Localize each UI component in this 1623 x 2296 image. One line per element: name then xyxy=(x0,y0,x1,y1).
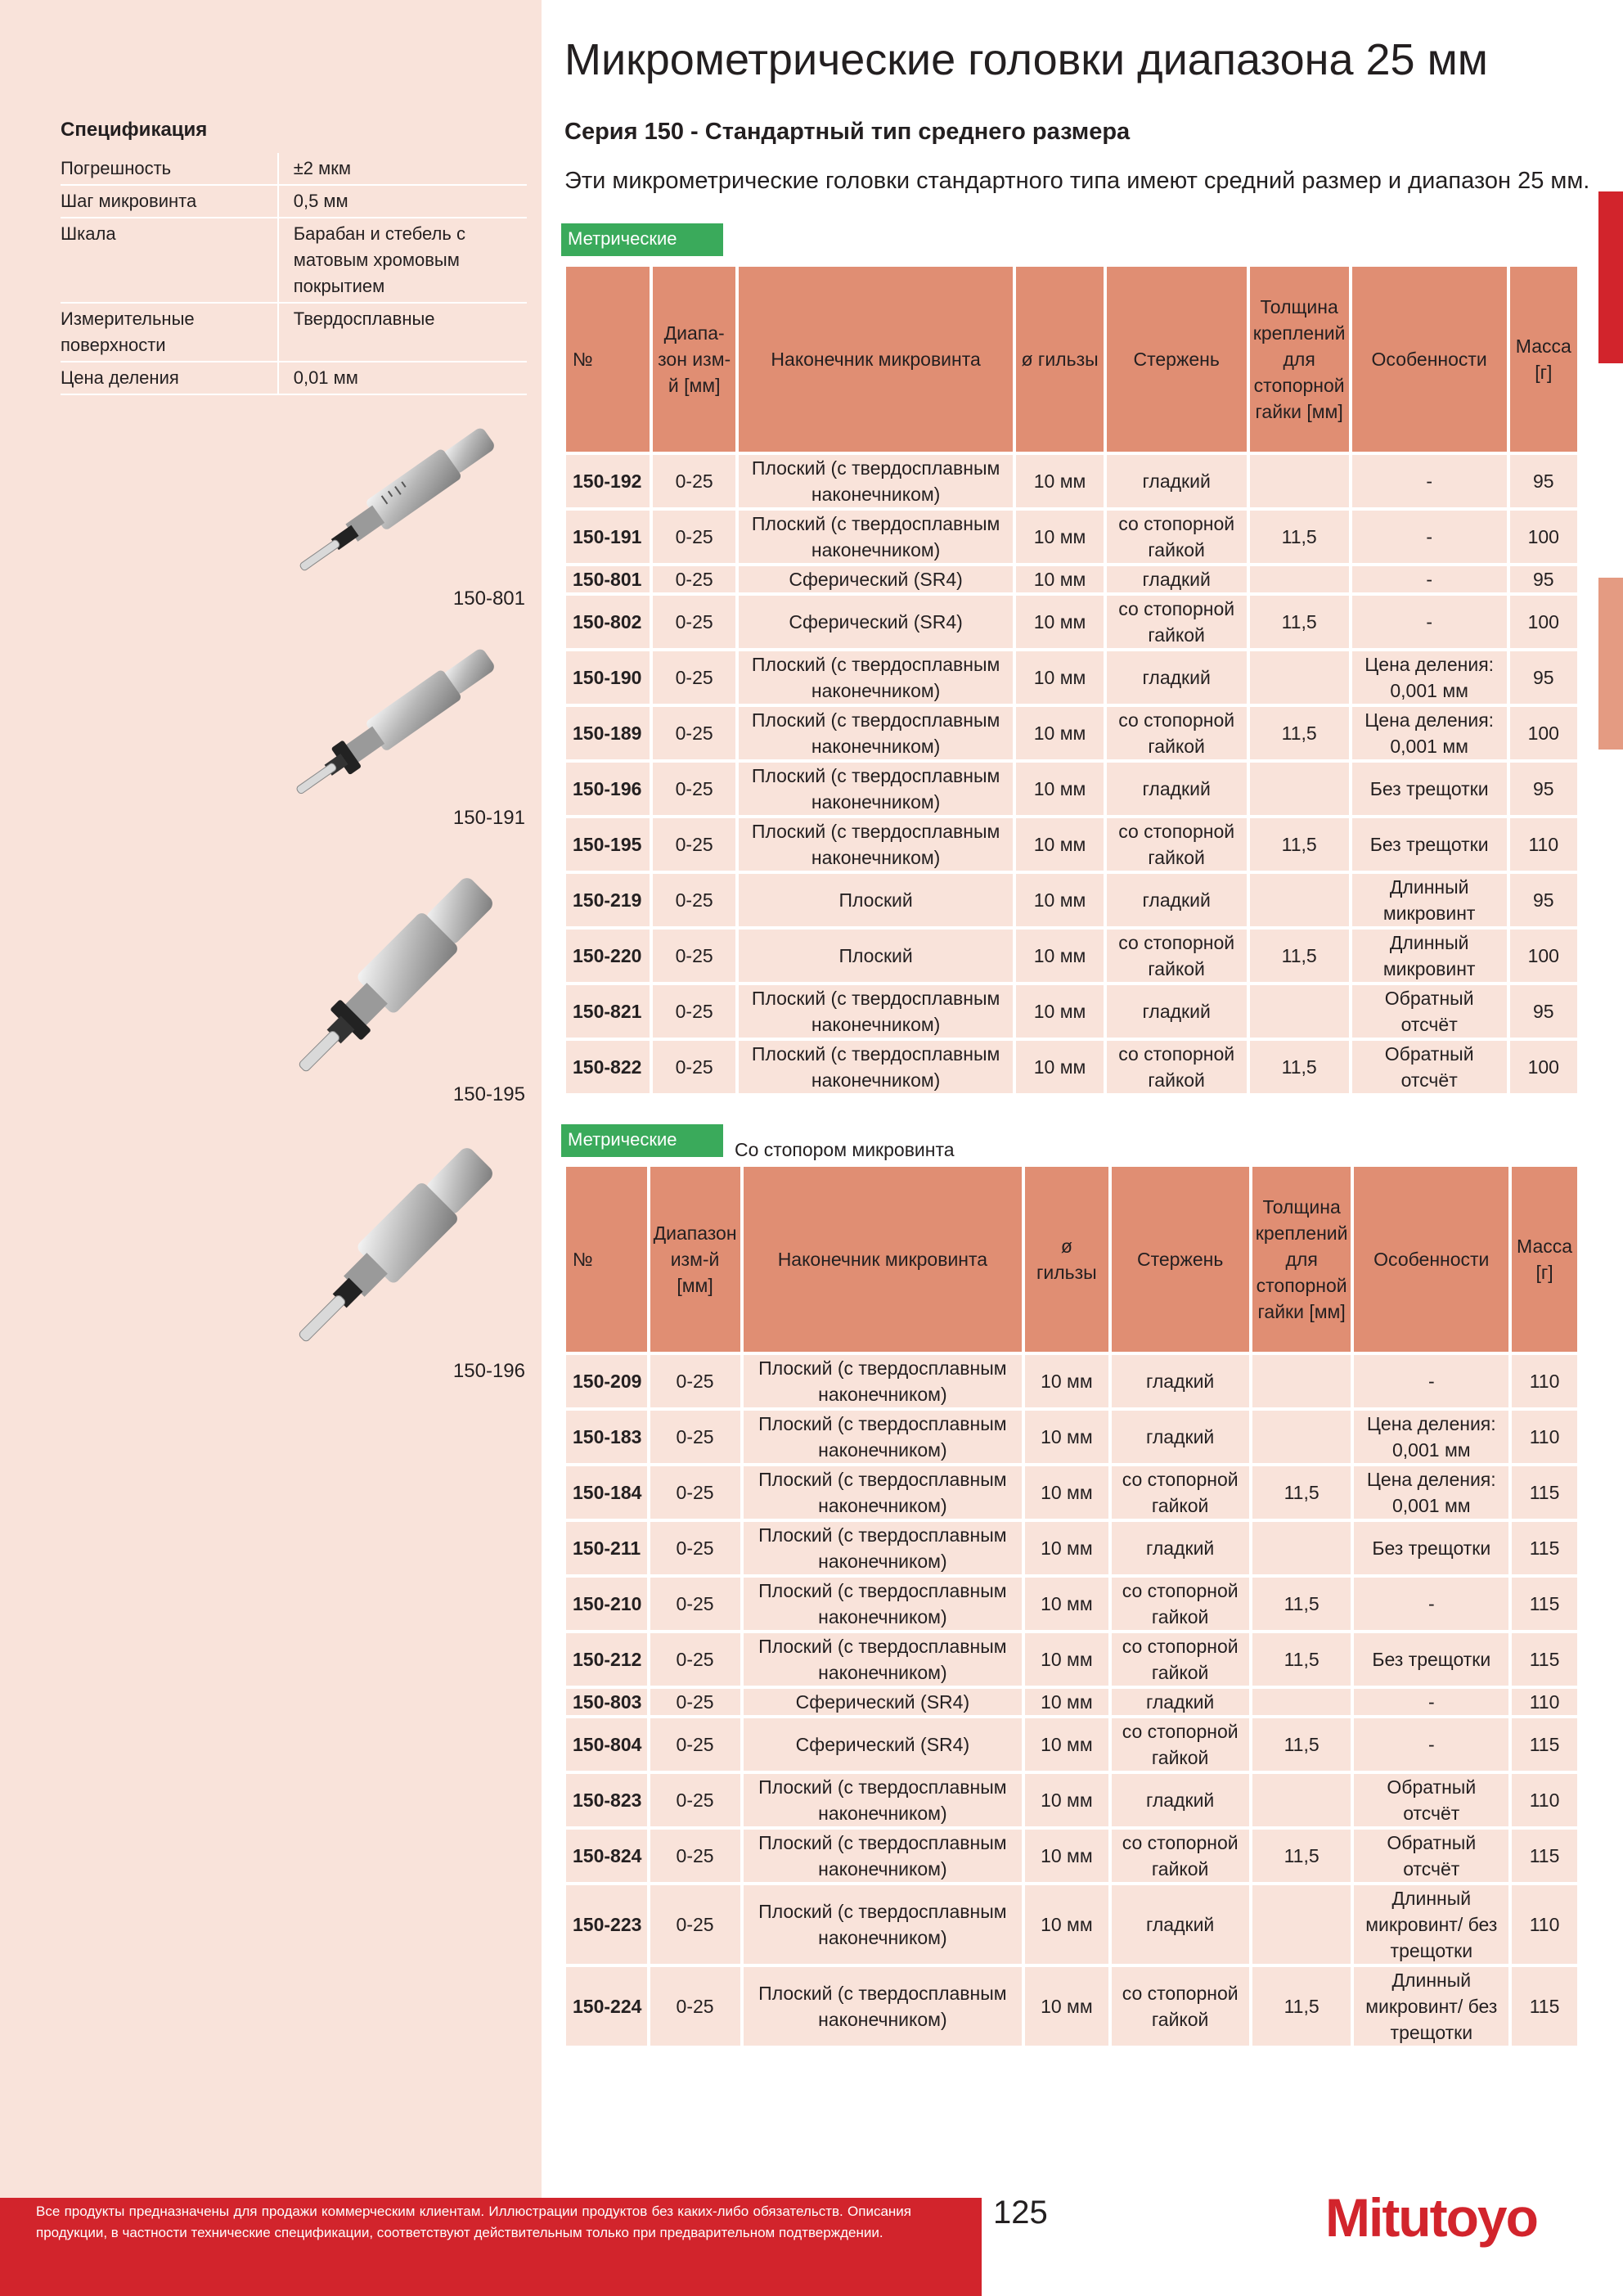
table-row xyxy=(566,1774,1577,1826)
cell-features: Обратный отсчёт xyxy=(1352,985,1507,1038)
cell-code: 150-802 xyxy=(566,596,650,648)
cell-mass: 95 xyxy=(1510,874,1577,926)
header-num: № xyxy=(566,1167,647,1352)
header-row xyxy=(566,267,1577,452)
product-label: 150-801 xyxy=(452,588,525,610)
cell-mass: 110 xyxy=(1512,1689,1577,1715)
cell-mass: 115 xyxy=(1512,1466,1577,1519)
table-row xyxy=(566,1041,1577,1093)
cell-tip: Плоский xyxy=(739,874,1013,926)
cell-code: 150-195 xyxy=(566,818,650,871)
cell-sleeve: 10 мм xyxy=(1025,1578,1108,1630)
cell-range: 0-25 xyxy=(650,1885,740,1964)
header-range: Диапа-зон изм-й [мм] xyxy=(653,267,735,452)
cell-tip: Плоский (с твердосплавным наконечником) xyxy=(744,1578,1023,1630)
table-row xyxy=(566,707,1577,759)
cell-mass: 100 xyxy=(1510,930,1577,982)
cell-code: 150-224 xyxy=(566,1967,647,2046)
cell-stem: со стопорной гайкой xyxy=(1112,1830,1249,1882)
cell-range: 0-25 xyxy=(650,1774,740,1826)
table-row xyxy=(566,763,1577,815)
cell-stem: гладкий xyxy=(1112,1885,1249,1964)
cell-code: 150-189 xyxy=(566,707,650,759)
cell-sleeve: 10 мм xyxy=(1025,1689,1108,1715)
product-label: 150-195 xyxy=(452,1083,525,1105)
cell-tip: Плоский (с твердосплавным наконечником) xyxy=(744,1466,1023,1519)
spec-key: Шаг микровинта xyxy=(61,185,278,218)
cell-thickness xyxy=(1250,651,1349,704)
cell-code: 150-824 xyxy=(566,1830,647,1882)
cell-code: 150-803 xyxy=(566,1689,647,1715)
cell-features: - xyxy=(1354,1689,1508,1715)
cell-features: Без трещотки xyxy=(1352,818,1507,871)
cell-range: 0-25 xyxy=(650,1578,740,1630)
spec-value: 0,01 мм xyxy=(278,362,527,394)
cell-code: 150-219 xyxy=(566,874,650,926)
intro-text: Эти микрометрические головки стандартного типа имеют средний размер и диапазон 25 мм. xyxy=(564,168,1590,194)
cell-features: Обратный отсчёт xyxy=(1354,1774,1508,1826)
cell-code: 150-822 xyxy=(566,1041,650,1093)
header-features: Особенности xyxy=(1354,1167,1508,1352)
micrometer-head-image xyxy=(294,393,532,589)
cell-tip: Плоский (с твердосплавным наконечником) xyxy=(739,1041,1013,1093)
section-marker-red xyxy=(1598,191,1623,363)
cell-sleeve: 10 мм xyxy=(1016,985,1103,1038)
cell-thickness xyxy=(1252,1411,1351,1463)
cell-thickness xyxy=(1250,874,1349,926)
cell-stem: гладкий xyxy=(1107,763,1247,815)
spec-key: Цена деления xyxy=(61,362,278,394)
header-row xyxy=(566,1167,1577,1352)
cell-thickness: 11,5 xyxy=(1252,1830,1351,1882)
cell-tip: Плоский (с твердосплавным наконечником) xyxy=(739,707,1013,759)
table-row xyxy=(566,1466,1577,1519)
cell-thickness xyxy=(1250,455,1349,507)
header-range: Диапазон изм-й [мм] xyxy=(650,1167,740,1352)
cell-stem: со стопорной гайкой xyxy=(1112,1466,1249,1519)
spec-row xyxy=(61,303,527,362)
cell-stem: гладкий xyxy=(1112,1355,1249,1407)
cell-features: Длинный микровинт xyxy=(1352,874,1507,926)
cell-sleeve: 10 мм xyxy=(1016,566,1103,592)
cell-range: 0-25 xyxy=(650,1522,740,1574)
cell-range: 0-25 xyxy=(653,455,735,507)
cell-mass: 95 xyxy=(1510,455,1577,507)
cell-stem: со стопорной гайкой xyxy=(1107,930,1247,982)
table-row xyxy=(566,596,1577,648)
cell-range: 0-25 xyxy=(650,1633,740,1686)
cell-code: 150-183 xyxy=(566,1411,647,1463)
cell-mass: 95 xyxy=(1510,566,1577,592)
spec-key: Измерительные поверхности xyxy=(61,303,278,362)
cell-thickness: 11,5 xyxy=(1250,1041,1349,1093)
cell-code: 150-220 xyxy=(566,930,650,982)
spec-row xyxy=(61,362,527,394)
cell-sleeve: 10 мм xyxy=(1025,1522,1108,1574)
cell-code: 150-192 xyxy=(566,455,650,507)
cell-thickness: 11,5 xyxy=(1252,1967,1351,2046)
metric-tag: Метрические xyxy=(561,223,723,256)
cell-stem: гладкий xyxy=(1112,1522,1249,1574)
spec-row xyxy=(61,153,527,185)
cell-features: Обратный отсчёт xyxy=(1354,1830,1508,1882)
cell-range: 0-25 xyxy=(653,763,735,815)
cell-features: Длинный микровинт xyxy=(1352,930,1507,982)
footer-disclaimer: Все продукты предназначены для продажи коммерческим клиентам. Иллюстрации продуктов без каких-либо обязательств. Описания продукции, в частности технические спецификации, соответствуют действительным только при предварительном подтверждении. xyxy=(36,2204,911,2240)
cell-code: 150-211 xyxy=(566,1522,647,1574)
cell-tip: Плоский (с твердосплавным наконечником) xyxy=(739,455,1013,507)
cell-code: 150-184 xyxy=(566,1466,647,1519)
header-mass: Масса [г] xyxy=(1512,1167,1577,1352)
table-row xyxy=(566,1718,1577,1771)
cell-code: 150-196 xyxy=(566,763,650,815)
cell-stem: со стопорной гайкой xyxy=(1112,1633,1249,1686)
table-row xyxy=(566,874,1577,926)
cell-code: 150-801 xyxy=(566,566,650,592)
header-features: Особенности xyxy=(1352,267,1507,452)
cell-features: - xyxy=(1352,596,1507,648)
cell-thickness xyxy=(1250,566,1349,592)
cell-mass: 115 xyxy=(1512,1830,1577,1882)
cell-features: Цена деления: 0,001 мм xyxy=(1352,707,1507,759)
spec-table xyxy=(61,153,527,395)
cell-thickness xyxy=(1252,1522,1351,1574)
cell-sleeve: 10 мм xyxy=(1016,930,1103,982)
cell-tip: Сферический (SR4) xyxy=(744,1718,1023,1771)
cell-tip: Сферический (SR4) xyxy=(739,596,1013,648)
cell-sleeve: 10 мм xyxy=(1025,1411,1108,1463)
cell-sleeve: 10 мм xyxy=(1025,1774,1108,1826)
cell-tip: Плоский (с твердосплавным наконечником) xyxy=(744,1355,1023,1407)
cell-features: Цена деления: 0,001 мм xyxy=(1352,651,1507,704)
micrometer-head-image xyxy=(294,622,532,810)
header-thickness: Толщина креплений для стопорной гайки [мм] xyxy=(1250,267,1349,452)
spec-value: Барабан и стебель с матовым хромовым покрытием xyxy=(278,218,527,303)
cell-tip: Сферический (SR4) xyxy=(739,566,1013,592)
table-row xyxy=(566,1967,1577,2046)
cell-tip: Плоский (с твердосплавным наконечником) xyxy=(744,1885,1023,1964)
cell-features: Длинный микровинт/ без трещотки xyxy=(1354,1967,1508,2046)
cell-thickness: 11,5 xyxy=(1252,1466,1351,1519)
table-row xyxy=(566,818,1577,871)
header-stem: Стержень xyxy=(1112,1167,1249,1352)
cell-sleeve: 10 мм xyxy=(1016,818,1103,871)
header-sleeve: ø гильзы xyxy=(1025,1167,1108,1352)
cell-features: Цена деления: 0,001 мм xyxy=(1354,1411,1508,1463)
cell-features: - xyxy=(1352,511,1507,563)
cell-features: - xyxy=(1354,1355,1508,1407)
cell-sleeve: 10 мм xyxy=(1016,707,1103,759)
table-row xyxy=(566,985,1577,1038)
cell-mass: 95 xyxy=(1510,985,1577,1038)
cell-features: Без трещотки xyxy=(1352,763,1507,815)
cell-code: 150-212 xyxy=(566,1633,647,1686)
cell-code: 150-210 xyxy=(566,1578,647,1630)
cell-code: 150-804 xyxy=(566,1718,647,1771)
cell-tip: Плоский xyxy=(739,930,1013,982)
cell-mass: 110 xyxy=(1510,818,1577,871)
cell-features: - xyxy=(1352,455,1507,507)
spec-key: Шкала xyxy=(61,218,278,303)
cell-thickness: 11,5 xyxy=(1250,596,1349,648)
cell-stem: со стопорной гайкой xyxy=(1107,707,1247,759)
cell-tip: Сферический (SR4) xyxy=(744,1689,1023,1715)
cell-features: - xyxy=(1352,566,1507,592)
cell-code: 150-190 xyxy=(566,651,650,704)
table-row xyxy=(566,1689,1577,1715)
table-row xyxy=(566,1411,1577,1463)
cell-mass: 110 xyxy=(1512,1411,1577,1463)
cell-tip: Плоский (с твердосплавным наконечником) xyxy=(739,985,1013,1038)
cell-stem: гладкий xyxy=(1107,566,1247,592)
cell-stem: гладкий xyxy=(1112,1411,1249,1463)
table-row xyxy=(566,1522,1577,1574)
cell-features: Цена деления: 0,001 мм xyxy=(1354,1466,1508,1519)
spec-value: Твердосплавные xyxy=(278,303,527,362)
spec-value: ±2 мкм xyxy=(278,153,527,185)
header-tip: Наконечник микровинта xyxy=(739,267,1013,452)
cell-thickness xyxy=(1252,1774,1351,1826)
cell-tip: Плоский (с твердосплавным наконечником) xyxy=(739,511,1013,563)
cell-sleeve: 10 мм xyxy=(1016,651,1103,704)
cell-features: Без трещотки xyxy=(1354,1522,1508,1574)
cell-tip: Плоский (с твердосплавным наконечником) xyxy=(739,651,1013,704)
cell-sleeve: 10 мм xyxy=(1025,1633,1108,1686)
cell-stem: гладкий xyxy=(1112,1774,1249,1826)
cell-range: 0-25 xyxy=(653,874,735,926)
table-row xyxy=(566,1633,1577,1686)
cell-thickness: 11,5 xyxy=(1250,707,1349,759)
cell-stem: со стопорной гайкой xyxy=(1112,1578,1249,1630)
cell-range: 0-25 xyxy=(650,1355,740,1407)
cell-stem: гладкий xyxy=(1107,651,1247,704)
cell-sleeve: 10 мм xyxy=(1025,1718,1108,1771)
cell-sleeve: 10 мм xyxy=(1025,1830,1108,1882)
metric-tag: Метрические xyxy=(561,1124,723,1157)
table-row xyxy=(566,1885,1577,1964)
spec-table-spindle-lock xyxy=(563,1164,1580,2049)
cell-features: - xyxy=(1354,1718,1508,1771)
cell-mass: 100 xyxy=(1510,511,1577,563)
table-note: Со стопором микровинта xyxy=(735,1139,955,1160)
cell-mass: 100 xyxy=(1510,1041,1577,1093)
cell-mass: 100 xyxy=(1510,596,1577,648)
cell-mass: 95 xyxy=(1510,651,1577,704)
subtitle: Серия 150 - Стандартный тип среднего размера xyxy=(564,119,1131,145)
spec-key: Погрешность xyxy=(61,153,278,185)
cell-thickness: 11,5 xyxy=(1252,1633,1351,1686)
page-number: 125 xyxy=(993,2195,1048,2231)
cell-sleeve: 10 мм xyxy=(1016,596,1103,648)
cell-features: Без трещотки xyxy=(1354,1633,1508,1686)
cell-range: 0-25 xyxy=(653,707,735,759)
cell-code: 150-223 xyxy=(566,1885,647,1964)
spec-table-standard xyxy=(563,263,1580,1096)
cell-features: - xyxy=(1354,1578,1508,1630)
table-row xyxy=(566,1578,1577,1630)
cell-range: 0-25 xyxy=(653,818,735,871)
cell-range: 0-25 xyxy=(653,596,735,648)
cell-stem: гладкий xyxy=(1107,985,1247,1038)
cell-sleeve: 10 мм xyxy=(1016,1041,1103,1093)
cell-sleeve: 10 мм xyxy=(1016,763,1103,815)
cell-sleeve: 10 мм xyxy=(1016,874,1103,926)
cell-mass: 95 xyxy=(1510,763,1577,815)
cell-thickness xyxy=(1250,985,1349,1038)
cell-features: Длинный микровинт/ без трещотки xyxy=(1354,1885,1508,1964)
cell-stem: со стопорной гайкой xyxy=(1107,596,1247,648)
cell-range: 0-25 xyxy=(650,1689,740,1715)
header-tip: Наконечник микровинта xyxy=(744,1167,1023,1352)
cell-thickness: 11,5 xyxy=(1250,818,1349,871)
cell-range: 0-25 xyxy=(650,1718,740,1771)
cell-thickness: 11,5 xyxy=(1252,1718,1351,1771)
table-row xyxy=(566,651,1577,704)
cell-thickness xyxy=(1252,1689,1351,1715)
cell-mass: 100 xyxy=(1510,707,1577,759)
cell-tip: Плоский (с твердосплавным наконечником) xyxy=(744,1633,1023,1686)
cell-stem: со стопорной гайкой xyxy=(1107,511,1247,563)
cell-stem: со стопорной гайкой xyxy=(1107,1041,1247,1093)
mitutoyo-logo: Mitutoyo xyxy=(1325,2187,1537,2248)
cell-thickness xyxy=(1252,1355,1351,1407)
cell-tip: Плоский (с твердосплавным наконечником) xyxy=(739,763,1013,815)
cell-mass: 115 xyxy=(1512,1522,1577,1574)
cell-range: 0-25 xyxy=(653,566,735,592)
header-thickness: Толщина креплений для стопорной гайки [мм] xyxy=(1252,1167,1351,1352)
cell-mass: 115 xyxy=(1512,1967,1577,2046)
table-row xyxy=(566,566,1577,592)
cell-thickness xyxy=(1250,763,1349,815)
cell-features: Обратный отсчёт xyxy=(1352,1041,1507,1093)
cell-sleeve: 10 мм xyxy=(1025,1967,1108,2046)
cell-mass: 110 xyxy=(1512,1885,1577,1964)
cell-sleeve: 10 мм xyxy=(1016,455,1103,507)
header-sleeve: ø гильзы xyxy=(1016,267,1103,452)
table-row xyxy=(566,1830,1577,1882)
spec-row xyxy=(61,185,527,218)
cell-range: 0-25 xyxy=(653,511,735,563)
section-marker-pink xyxy=(1598,578,1623,750)
cell-thickness: 11,5 xyxy=(1252,1578,1351,1630)
cell-range: 0-25 xyxy=(653,1041,735,1093)
cell-tip: Плоский (с твердосплавным наконечником) xyxy=(744,1522,1023,1574)
header-mass: Масса [г] xyxy=(1510,267,1577,452)
table-row xyxy=(566,455,1577,507)
cell-stem: со стопорной гайкой xyxy=(1107,818,1247,871)
cell-code: 150-209 xyxy=(566,1355,647,1407)
cell-mass: 115 xyxy=(1512,1633,1577,1686)
spec-title: Спецификация xyxy=(61,119,208,141)
cell-tip: Плоский (с твердосплавным наконечником) xyxy=(744,1830,1023,1882)
specification xyxy=(61,119,527,395)
cell-code: 150-191 xyxy=(566,511,650,563)
cell-mass: 115 xyxy=(1512,1578,1577,1630)
cell-thickness xyxy=(1252,1885,1351,1964)
cell-tip: Плоский (с твердосплавным наконечником) xyxy=(744,1411,1023,1463)
micrometer-head-image xyxy=(286,843,532,1080)
cell-stem: со стопорной гайкой xyxy=(1112,1718,1249,1771)
spec-row xyxy=(61,218,527,303)
cell-thickness: 11,5 xyxy=(1250,511,1349,563)
cell-code: 150-823 xyxy=(566,1774,647,1826)
header-num: № xyxy=(566,267,650,452)
cell-stem: гладкий xyxy=(1107,455,1247,507)
cell-tip: Плоский (с твердосплавным наконечником) xyxy=(744,1774,1023,1826)
header-stem: Стержень xyxy=(1107,267,1247,452)
table-row xyxy=(566,930,1577,982)
cell-range: 0-25 xyxy=(650,1466,740,1519)
cell-range: 0-25 xyxy=(653,651,735,704)
cell-stem: со стопорной гайкой xyxy=(1112,1967,1249,2046)
table-row xyxy=(566,1355,1577,1407)
cell-sleeve: 10 мм xyxy=(1025,1355,1108,1407)
cell-range: 0-25 xyxy=(653,930,735,982)
cell-sleeve: 10 мм xyxy=(1025,1466,1108,1519)
cell-mass: 115 xyxy=(1512,1718,1577,1771)
cell-sleeve: 10 мм xyxy=(1016,511,1103,563)
cell-mass: 110 xyxy=(1512,1355,1577,1407)
cell-range: 0-25 xyxy=(653,985,735,1038)
cell-stem: гладкий xyxy=(1112,1689,1249,1715)
cell-tip: Плоский (с твердосплавным наконечником) xyxy=(744,1967,1023,2046)
cell-sleeve: 10 мм xyxy=(1025,1885,1108,1964)
product-label: 150-191 xyxy=(452,807,525,829)
cell-range: 0-25 xyxy=(650,1967,740,2046)
cell-mass: 110 xyxy=(1512,1774,1577,1826)
product-label: 150-196 xyxy=(452,1360,525,1382)
micrometer-head-image xyxy=(286,1113,532,1350)
cell-range: 0-25 xyxy=(650,1830,740,1882)
spec-value: 0,5 мм xyxy=(278,185,527,218)
table-row xyxy=(566,511,1577,563)
cell-stem: гладкий xyxy=(1107,874,1247,926)
page-title: Микрометрические головки диапазона 25 мм xyxy=(564,35,1488,84)
cell-thickness: 11,5 xyxy=(1250,930,1349,982)
cell-tip: Плоский (с твердосплавным наконечником) xyxy=(739,818,1013,871)
cell-range: 0-25 xyxy=(650,1411,740,1463)
cell-code: 150-821 xyxy=(566,985,650,1038)
